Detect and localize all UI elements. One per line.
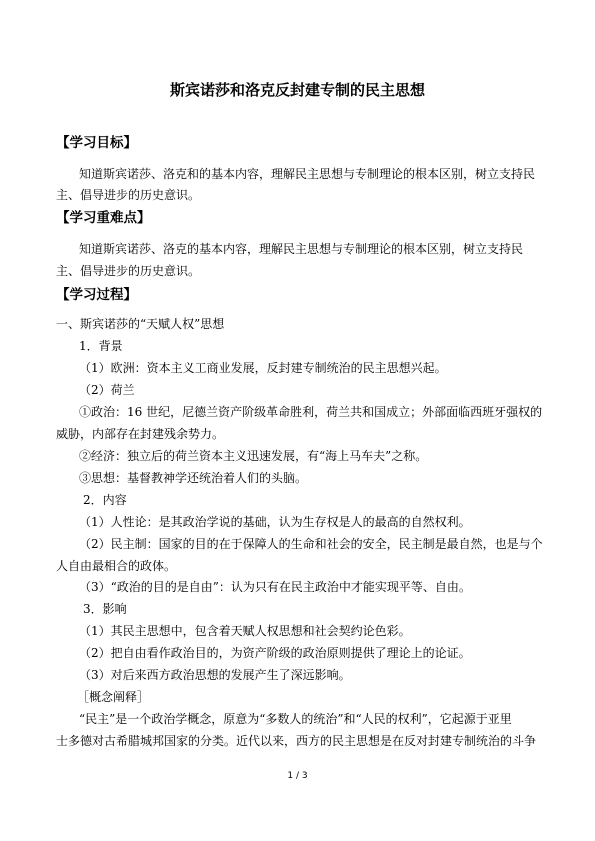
paragraph-line: 知道斯宾诺莎、洛克和的基本内容，理解民主思想与专制理论的根本区别，树立支持民 xyxy=(79,167,536,181)
heading-learning-goals: 【学习目标】 xyxy=(56,135,137,151)
section-heading: 一、斯宾诺莎的“天赋人权”思想 xyxy=(56,317,225,331)
paragraph-line: （2）民主制：国家的目的在于保障人的生命和社会的安全，民主制是最自然，也是与个 xyxy=(79,537,543,551)
paragraph-line: 主、倡导进步的历史意识。 xyxy=(56,188,201,202)
paragraph-line: 威胁，内部存在封建残余势力。 xyxy=(56,427,225,441)
paragraph-line: 人自由最相合的政体。 xyxy=(56,559,177,573)
document-title: 斯宾诺莎和洛克反封建专制的民主思想 xyxy=(169,81,425,99)
paragraph-line: （3）对后来西方政治思想的发展产生了深远影响。 xyxy=(79,668,351,682)
paragraph-line: 知道斯宾诺莎、洛克的基本内容，理解民主思想与专制理论的根本区别，树立支持民 xyxy=(79,242,524,256)
paragraph-line: 主、倡导进步的历史意识。 xyxy=(56,264,201,278)
paragraph-line: ③思想：基督教神学还统治着人们的头脑。 xyxy=(79,471,308,485)
paragraph-line: （2）荷兰 xyxy=(79,383,135,397)
page-indicator: 1 / 3 xyxy=(287,771,308,781)
concept-note-label: ［概念阐释］ xyxy=(77,690,150,704)
paragraph-line: ①政治：16 世纪，尼德兰资产阶级革命胜利，荷兰共和国成立；外部面临西班牙强权的 xyxy=(79,405,543,419)
subsection-heading: 1．背景 xyxy=(79,339,123,353)
heading-key-points: 【学习重难点】 xyxy=(56,210,151,226)
subsection-heading: 2．内容 xyxy=(83,493,127,507)
paragraph-line: （3）“政治的目的是自由”：认为只有在民主政治中才能实现平等、自由。 xyxy=(79,580,471,594)
paragraph-line: 士多德对古希腊城邦国家的分类。近代以来，西方的民主思想是在反对封建专制统治的斗争 xyxy=(56,734,537,748)
paragraph-line: （1）人性论：是其政治学说的基础，认为生存权是人的最高的自然权利。 xyxy=(79,515,471,529)
paragraph-line: （2）把自由看作政治目的，为资产阶级的政治原则提供了理论上的论证。 xyxy=(79,646,471,660)
paragraph-line: “民主”是一个政治学概念，原意为“多数人的统治”和“人民的权利”，它起源于亚里 xyxy=(79,712,512,726)
paragraph-line: （1）其民主思想中，包含着天赋人权思想和社会契约论色彩。 xyxy=(79,624,411,638)
subsection-heading: 3．影响 xyxy=(83,602,127,616)
heading-learning-process: 【学习过程】 xyxy=(56,287,137,303)
paragraph-line: ②经济：独立后的荷兰资本主义迅速发展，有“海上马车夫”之称。 xyxy=(79,449,428,463)
paragraph-line: （1）欧洲：资本主义工商业发展，反封建专制统治的民主思想兴起。 xyxy=(79,361,447,375)
